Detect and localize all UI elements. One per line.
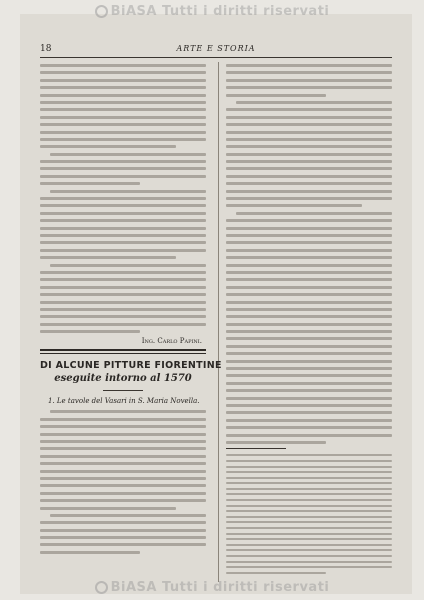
intro-text-block xyxy=(40,64,206,333)
page-number: 18 xyxy=(40,44,52,54)
footnotes-block xyxy=(226,454,392,573)
author-signature: Ing. Carlo Papini. xyxy=(141,337,202,346)
article-top-rule-thin xyxy=(40,353,206,354)
column-divider xyxy=(218,62,219,582)
watermark-top-text: BiASA Tutti i diritti riservati xyxy=(110,4,330,19)
footnotes-rule xyxy=(226,448,286,449)
article-subtitle: eseguite intorno al 1570 xyxy=(54,373,192,385)
header-rule xyxy=(40,57,392,58)
article-top-rule xyxy=(40,349,206,351)
watermark-top xyxy=(0,4,424,19)
section-rule xyxy=(103,390,143,391)
watermark-bottom xyxy=(0,580,424,595)
page-header xyxy=(40,44,392,56)
right-column xyxy=(226,64,392,577)
article-text-block xyxy=(40,410,206,553)
left-column xyxy=(40,64,222,558)
watermark-logo-icon xyxy=(95,581,108,594)
running-title: ARTE E STORIA xyxy=(176,44,256,53)
right-text-block xyxy=(226,64,392,444)
watermark-bottom-text: BiASA Tutti i diritti riservati xyxy=(110,580,330,595)
section-heading: 1. Le tavole del Vasari in S. Maria Novella. xyxy=(48,397,200,406)
watermark-logo-icon xyxy=(95,5,108,18)
article-title: DI ALCUNE PITTURE FIORENTINE xyxy=(40,360,222,372)
